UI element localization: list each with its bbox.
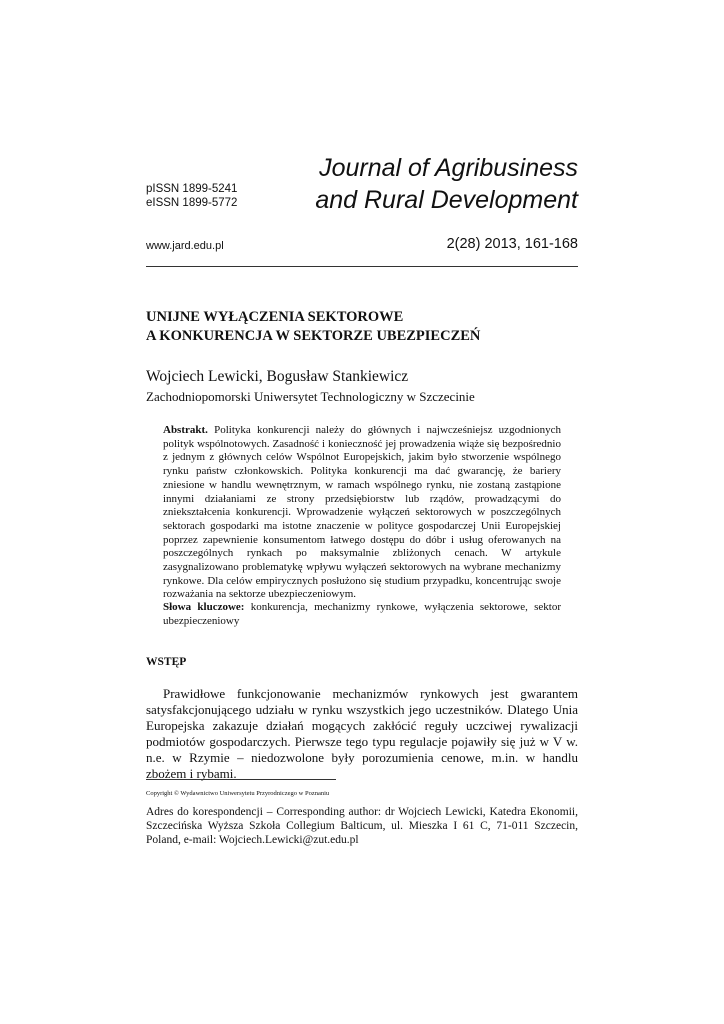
pissn: pISSN 1899-5241 xyxy=(146,183,238,195)
issn-block xyxy=(146,182,237,210)
abstract-text: Polityka konkurencji należy do głównych i najwcześniejsz uzgodnionych polityk wspólnotowych. Zasadność i konieczność jej prowadzenia wiąże się bezpośrednio z jednym z głównych celów Wspólnot Europejskich, jakim było stworzenie wspólnego rynku państw członkowskich. Polityka konkurencji ma dać gwarancję, że bariery zniesione w handlu wewnętrznym, w ramach wspólnego rynku, nie zostaną zastąpione innymi działaniami ze strony przedsiębiorstw lub rządów, prowadzącymi do zniekształcenia konkurencji. Wprowadzenie wyłączeń sektorowych w poszczególnych sektorach gospodarki ma istotne znaczenie w polityce gospodarczej Unii Europejskiej poprzez zapewnienie konsumentom łatwego dostępu do dóbr i usług oferowanych na poszczególnych rynkach po maksymalnie zbliżonych cenach. W artykule zasygnalizowano problematykę wpływu wyłączeń sektorowych na wybrane mechanizmy rynkowe. Dla celów empirycznych posłużono się studium przypadku, koncentrując swoje rozważania na sektorze ubezpieczeniowym. xyxy=(163,424,562,601)
copyright-notice: Copyright © Wydawnictwo Uniwersytetu Przyrodniczego w Poznaniu xyxy=(146,790,330,797)
keywords-label: Słowa kluczowe: xyxy=(163,601,245,613)
article-title xyxy=(146,308,578,346)
section-heading: WSTĘP xyxy=(146,656,187,668)
journal-title xyxy=(300,152,578,216)
journal-title-line1: Journal of Agribusiness xyxy=(319,154,578,182)
abstract xyxy=(163,424,561,602)
abstract-label: Abstrakt. xyxy=(163,424,208,436)
journal-url[interactable]: www.jard.edu.pl xyxy=(146,240,224,252)
issue-info: 2(28) 2013, 161-168 xyxy=(446,236,578,252)
article-title-line2: A KONKURENCJA W SEKTORZE UBEZPIECZEŃ xyxy=(146,328,481,344)
authors: Wojciech Lewicki, Bogusław Stankiewicz xyxy=(146,368,409,385)
journal-title-line2: and Rural Development xyxy=(315,186,578,214)
article-title-line1: UNIJNE WYŁĄCZENIA SEKTOROWE xyxy=(146,309,404,325)
affiliation: Zachodniopomorski Uniwersytet Technologiczny w Szczecinie xyxy=(146,389,475,404)
header-divider xyxy=(146,266,578,267)
footnote-divider xyxy=(146,779,336,780)
correspondence-address: Adres do korespondencji – Corresponding author: dr Wojciech Lewicki, Katedra Ekonomii, Szczecińska Wyższa Szkoła Collegium Balticum, ul. Mieszka I 61 C, 71-011 Szczecin, Poland, e-mail: Wojciech.Lewicki@zut.edu.pl xyxy=(146,806,578,846)
eissn: eISSN 1899-5772 xyxy=(146,197,238,209)
keywords xyxy=(163,601,561,628)
intro-paragraph: Prawidłowe funkcjonowanie mechanizmów rynkowych jest gwarantem satysfakcjonującego udziału w rynku wszystkich jego uczestników. Dlatego Unia Europejska zakazuje działań mogących zakłócić reguły uczciwej rywalizacji podmiotów gospodarczych. Pierwsze tego typu regulacje pojawiły się już w V w. n.e. w Rzymie – niedozwolone były porozumienia cenowe, m.in. w handlu zbożem i rybami. xyxy=(146,686,578,781)
keywords-text: konkurencja, mechanizmy rynkowe, wyłączenia sektorowe, sektor ubezpieczeniowy xyxy=(163,601,561,627)
